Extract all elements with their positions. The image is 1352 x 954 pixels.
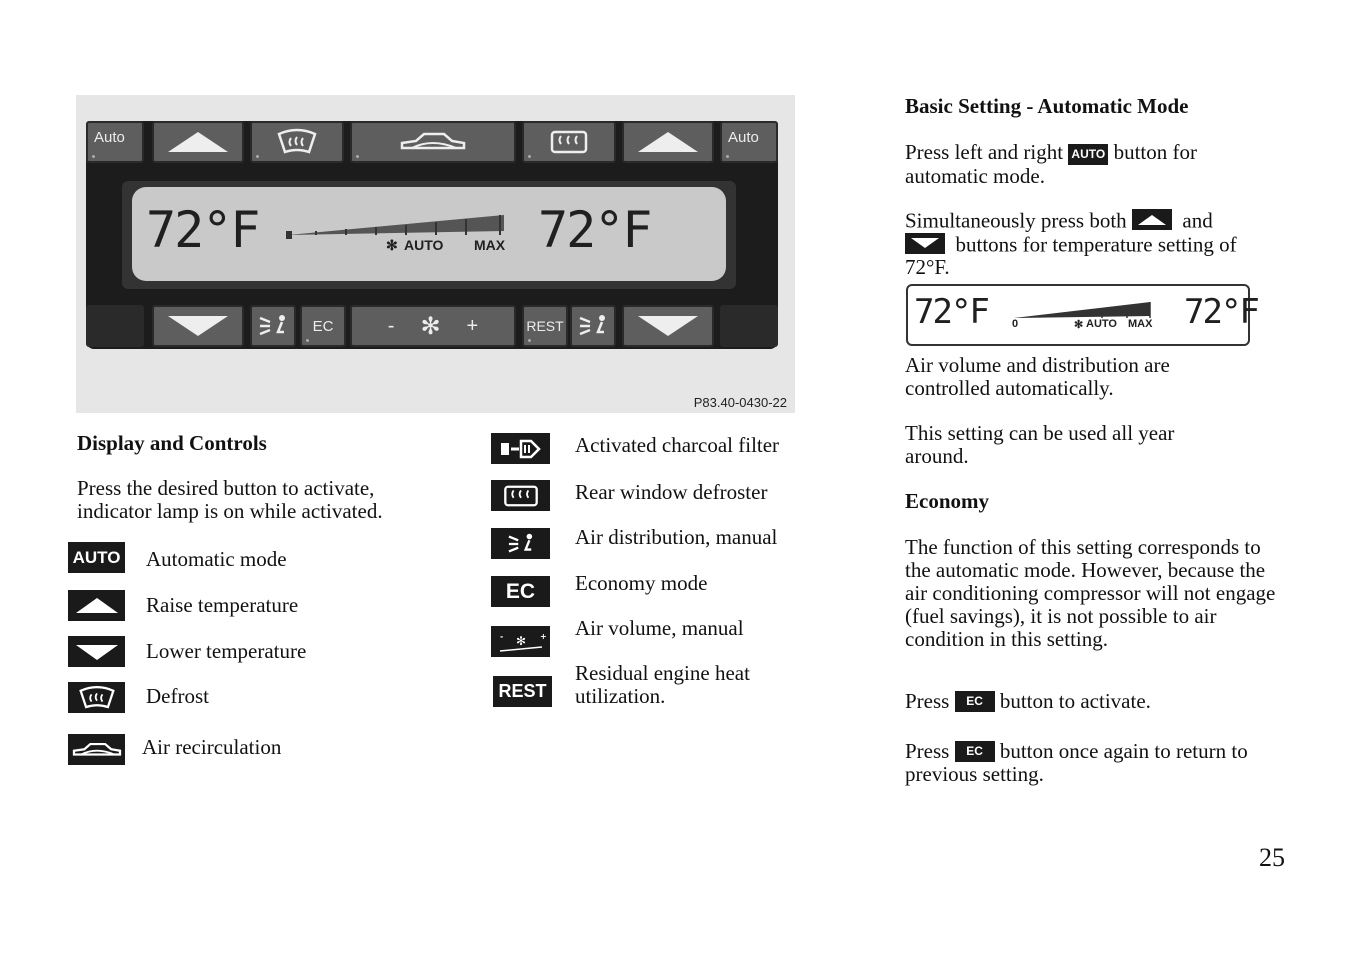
auto-icon: AUTO: [1068, 144, 1108, 165]
panel-bezel: [86, 121, 778, 349]
heading-basic-setting: Basic Setting - Automatic Mode: [905, 94, 1189, 118]
legend-raise-temperature: Raise temperature: [146, 593, 299, 617]
mini-lcd-zero: 0: [1012, 318, 1019, 330]
mini-lcd-max: MAX: [1128, 318, 1153, 330]
paragraph-simultaneous: Simultaneously press both and buttons for temperature setting of 72°F.: [905, 208, 1237, 279]
page-number: 25: [1259, 843, 1285, 872]
paragraph-economy: The function of this setting corresponds to the automatic mode. However, because the air conditioning compressor will not engage (fuel savings), it is not possible to air condition in this setting.: [905, 535, 1276, 651]
temp-down-right-button[interactable]: [622, 305, 714, 347]
lcd-fan-icon: ✻: [386, 237, 398, 253]
air-distribution-icon: [491, 528, 550, 559]
legend-automatic-mode: Automatic mode: [146, 547, 287, 571]
rest-button[interactable]: REST: [522, 305, 568, 347]
up-arrow-icon: [168, 132, 228, 152]
legend-air-distribution: Air distribution, manual: [575, 525, 778, 549]
legend-rear-window-defroster: Rear window defroster: [575, 480, 768, 504]
charcoal-filter-icon: [491, 433, 550, 464]
down-arrow-icon: [68, 636, 125, 667]
legend-defrost: Defrost: [146, 684, 209, 708]
legend-charcoal-filter: Activated charcoal filter: [575, 433, 780, 457]
fan-icon: ✻: [420, 312, 441, 340]
legend-economy-mode: Economy mode: [575, 571, 708, 595]
rear-defroster-icon: [549, 129, 589, 155]
up-arrow-icon: [638, 132, 698, 152]
fan-speed-button[interactable]: [350, 305, 516, 347]
up-arrow-icon: [1132, 209, 1172, 230]
heading-display-controls: Display and Controls: [77, 431, 267, 455]
auto-icon: AUTO: [68, 542, 125, 573]
fan-minus: -: [387, 314, 395, 337]
legend-lower-temperature: Lower temperature: [146, 639, 307, 663]
fan-speed-bar: [286, 209, 506, 239]
lcd-max-label: MAX: [474, 237, 506, 253]
paragraph-press-ec-again: Press EC button once again to return to previous setting.: [905, 739, 1248, 786]
defrost-icon: [275, 128, 319, 156]
blank-left-button: [86, 305, 144, 347]
ec-button[interactable]: EC: [300, 305, 346, 347]
paragraph-all-year: This setting can be used all year around.: [905, 421, 1175, 468]
auto-right-button[interactable]: Auto: [720, 121, 778, 163]
air-distribution-left-button[interactable]: [250, 305, 296, 347]
recirculation-icon: [68, 734, 125, 765]
legend-air-recirculation: Air recirculation: [142, 735, 282, 759]
svg-text:✻: ✻: [515, 633, 526, 648]
down-arrow-icon: [638, 316, 698, 336]
air-distribution-right-button[interactable]: [570, 305, 616, 347]
lcd-auto-label: AUTO: [404, 237, 444, 253]
temp-down-left-button[interactable]: [152, 305, 244, 347]
lcd-display: [132, 187, 726, 281]
defrost-icon: [68, 682, 125, 713]
intro-text: Press the desired button to activate, indicator lamp is on while activated.: [77, 476, 383, 523]
control-panel-photo: [76, 95, 795, 413]
down-arrow-icon: [905, 233, 945, 254]
auto-left-button[interactable]: Auto: [86, 121, 144, 163]
recirculation-button[interactable]: [350, 121, 516, 163]
recirculation-icon: [398, 130, 468, 154]
svg-text:+: +: [539, 631, 547, 641]
mini-lcd-temp-right: 72°F: [1184, 292, 1258, 332]
ec-icon: EC: [955, 691, 995, 712]
lcd-temp-right: 72°F: [538, 201, 651, 259]
photo-code: P83.40-0430-22: [693, 395, 787, 410]
ec-icon: EC: [955, 741, 995, 762]
fan-plus: +: [466, 314, 479, 337]
rear-defroster-button[interactable]: [522, 121, 616, 163]
ec-icon: EC: [491, 576, 550, 607]
rear-defroster-icon: [491, 480, 550, 511]
paragraph-auto-mode: Press left and right AUTO button for automatic mode.: [905, 140, 1197, 188]
rest-icon: REST: [493, 676, 552, 707]
mini-lcd-temp-left: 72°F: [914, 292, 988, 332]
mini-lcd-display: [906, 284, 1258, 346]
mini-lcd-fan-icon: ✻: [1074, 319, 1084, 331]
legend-residual-heat: Residual engine heat utilization.: [575, 661, 750, 708]
blank-right-button: [720, 305, 778, 347]
air-distribution-icon: [256, 312, 290, 340]
fan-icon: [491, 626, 550, 657]
air-distribution-icon: [576, 312, 610, 340]
down-arrow-icon: [168, 316, 228, 336]
heading-economy: Economy: [905, 489, 989, 513]
paragraph-press-ec: Press EC button to activate.: [905, 689, 1151, 713]
mini-fan-speed-bar: [1012, 298, 1152, 320]
legend-air-volume: Air volume, manual: [575, 616, 744, 640]
defrost-button[interactable]: [250, 121, 344, 163]
temp-up-right-button[interactable]: [622, 121, 714, 163]
lcd-temp-left: 72°F: [146, 201, 259, 259]
svg-text:-: -: [499, 631, 503, 641]
up-arrow-icon: [68, 590, 125, 621]
temp-up-left-button[interactable]: [152, 121, 244, 163]
paragraph-air-volume: Air volume and distribution are controlled automatically.: [905, 353, 1170, 400]
mini-lcd-auto: AUTO: [1086, 318, 1117, 330]
